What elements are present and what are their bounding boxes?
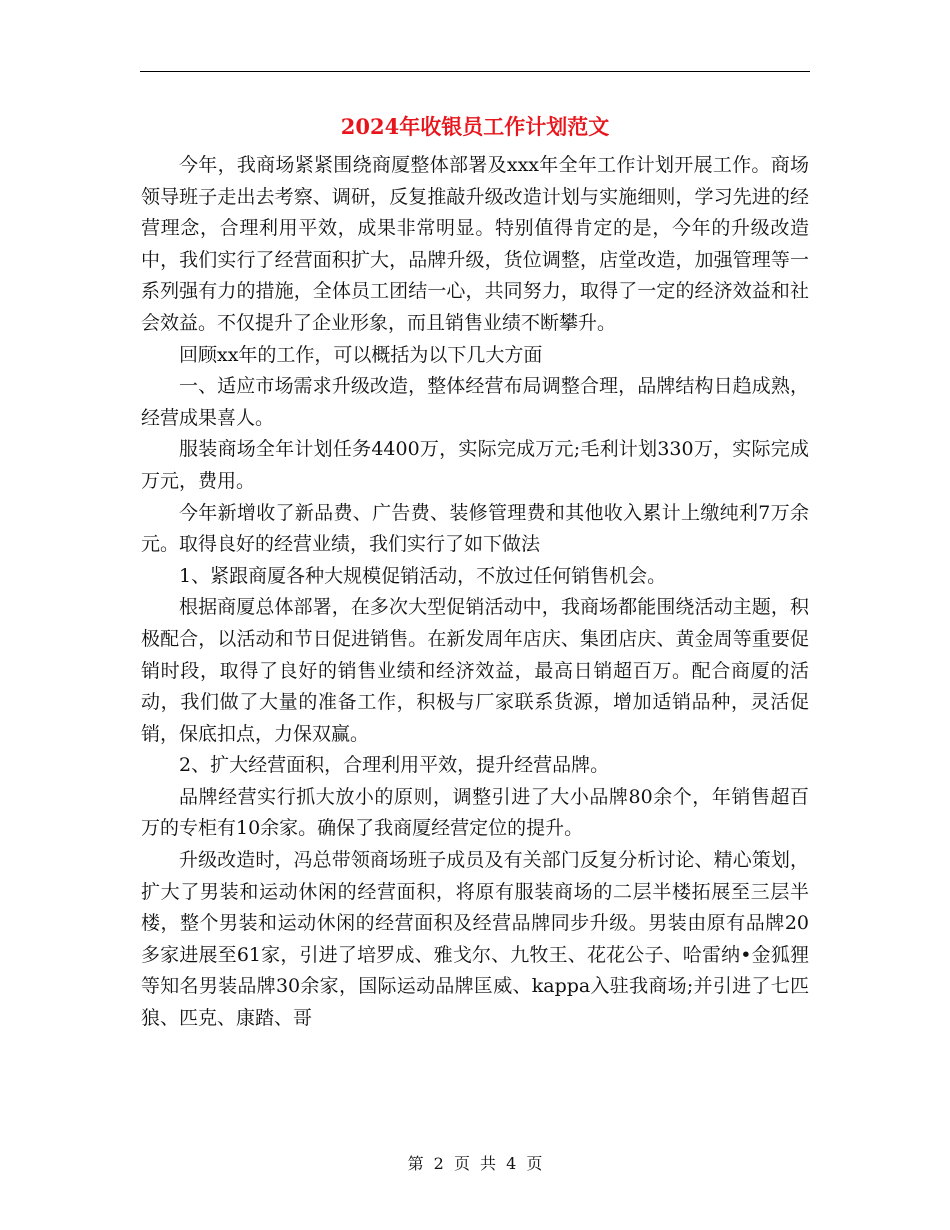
paragraph: 2、扩大经营面积，合理利用平效，提升经营品牌。: [179, 754, 610, 777]
paragraph: 根据商厦总体部署，在多次大型促销活动中，我商场都能围绕活动主题，积极配合，以活动和节日促进销售。在新发周年店庆、集团店庆、黄金周等重要促销时段，取得了良好的销售业绩和经济效益，最高日销超百万。配合商厦的活动，我们做了大量的准备工作，积极与厂家联系货源，增加适销品种，灵活促销，保底扣点，力保双赢。: [141, 596, 809, 745]
page-number: 第 2 页 共 4 页: [407, 1154, 543, 1173]
paragraph: 升级改造时，冯总带领商场班子成员及有关部门反复分析讨论、精心策划，扩大了男装和运动休闲的经营面积，将原有服装商场的二层半楼拓展至三层半楼，整个男装和运动休闲的经营面积及经营品牌同步升级。男装由原有品牌20多家进展至61家，引进了培罗成、雅戈尔、九牧王、花花公子、哈雷纳•金狐狸等知名男装品牌30余家，国际运动品牌匡威、kappa入驻我商场;并引进了七匹狼、匹克、康踏、哥: [141, 849, 809, 1030]
paragraph: 今年新增收了新品费、广告费、装修管理费和其他收入累计上缴纯利7万余元。取得良好的经营业绩，我们实行了如下做法: [141, 501, 809, 556]
paragraph: 今年，我商场紧紧围绕商厦整体部署及xxx年全年工作计划开展工作。商场领导班子走出去考察、调研，反复推敲升级改造计划与实施细则，学习先进的经营理念，合理利用平效，成果非常明显。特别值得肯定的是，今年的升级改造中，我们实行了经营面积扩大，品牌升级，货位调整，店堂改造，加强管理等一系列强有力的措施，全体员工团结一心，共同努力，取得了一定的经济效益和社会效益。不仅提升了企业形象，而且销售业绩不断攀升。: [141, 154, 809, 334]
document-body: [141, 150, 809, 1035]
paragraph: 品牌经营实行抓大放小的原则，调整引进了大小品牌80余个，年销售超百万的专柜有10余家。确保了我商厦经营定位的提升。: [141, 785, 809, 840]
document-title: 2024年收银员工作计划范文: [340, 114, 610, 139]
paragraph: 回顾xx年的工作，可以概括为以下几大方面: [179, 343, 543, 366]
paragraph: 一、适应市场需求升级改造，整体经营布局调整合理，品牌结构日趋成熟，经营成果喜人。: [141, 375, 809, 429]
header-rule: [140, 71, 810, 72]
paragraph: 1、紧跟商厦各种大规模促销活动，不放过任何销售机会。: [179, 564, 667, 587]
paragraph: 服装商场全年计划任务4400万，实际完成万元;毛利计划330万，实际完成万元，费用。: [141, 438, 809, 492]
